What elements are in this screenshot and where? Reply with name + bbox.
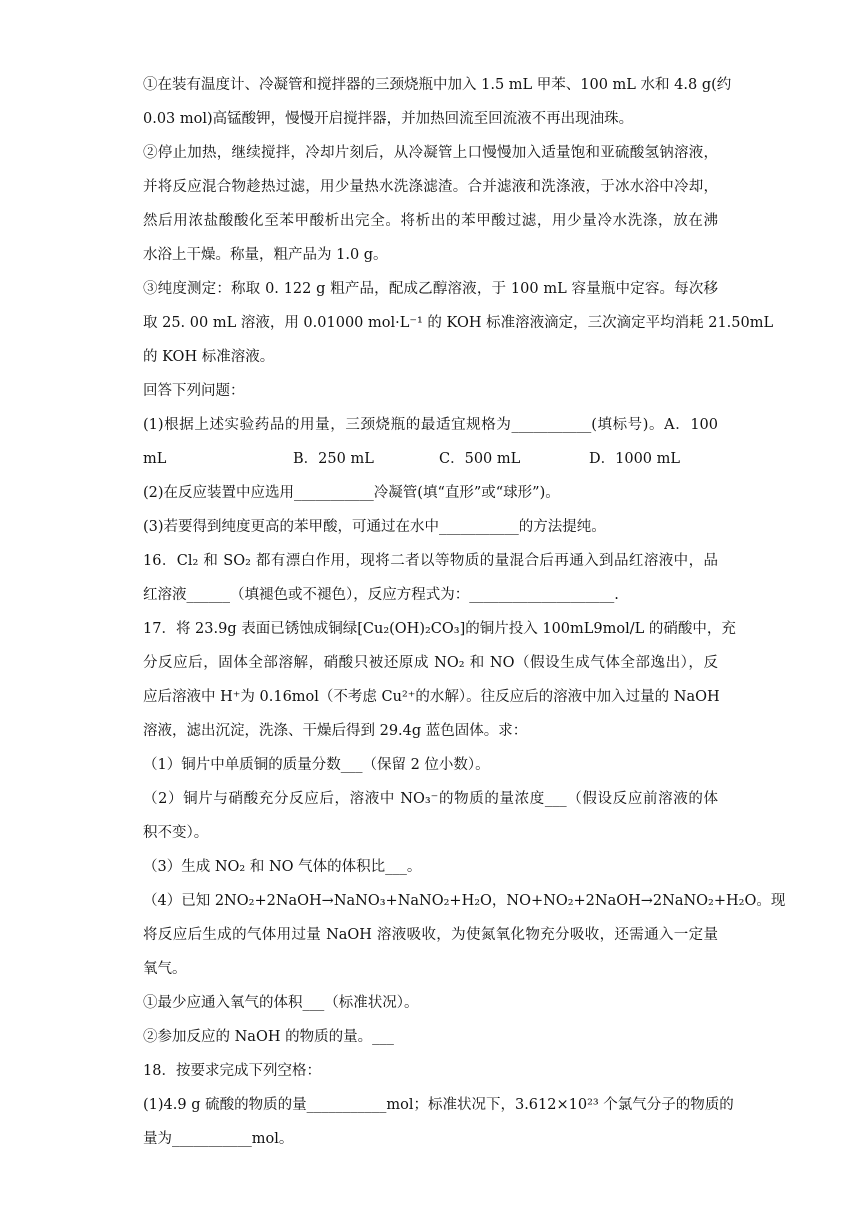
sub-question-line: （4）已知 2NO₂+2NaOH→NaNO₃+NaNO₂+H₂O，NO+NO₂+2NaOH→2NaNO₂+H₂O。现 [143,893,786,909]
sub-question-line: （2）铜片与硝酸充分反应后，溶液中 NO₃⁻的物质的量浓度___（假设反应前溶液的体 [143,791,718,807]
question-18-line: 18．按要求完成下列空格： [143,1063,321,1079]
option-c: C．500 mL [439,451,521,467]
sub-question-line: （3）生成 NO₂ 和 NO 气体的体积比___。 [143,859,422,875]
question-2-line: (2)在反应装置中应选用___________冷凝管(填“直形”或“球形”)。 [143,485,560,501]
text-line: 然后用浓盐酸酸化至苯甲酸析出完全。将析出的苯甲酸过滤，用少量冷水洗涤，放在沸 [143,213,718,229]
text-line: 溶液，滤出沉淀，洗涤、干燥后得到 29.4g 蓝色固体。求： [143,723,528,739]
option-b: B．250 mL [293,451,374,467]
answer-options [143,442,718,476]
text-line: ②停止加热，继续搅拌，冷却片刻后，从冷凝管上口慢慢加入适量饱和亚硫酸氢钠溶液， [143,145,718,161]
question-16-line: 16．Cl₂ 和 SO₂ 都有漂白作用，现将二者以等物质的量混合后再通入到品红溶液中，品 [143,553,718,569]
text-line: ①最少应通入氧气的体积___（标准状况）。 [143,995,419,1011]
text-line: ③纯度测定：称取 0. 122 g 粗产品，配成乙醇溶液，于 100 mL 容量瓶中定容。每次移 [143,281,718,297]
text-line: 并将反应混合物趁热过滤，用少量热水洗涤滤渣。合并滤液和洗涤液，于冰水浴中冷却， [143,179,718,195]
text-line: ①在装有温度计、冷凝管和搅拌器的三颈烧瓶中加入 1.5 mL 甲苯、100 mL 水和 4.8 g(约 [143,77,732,93]
text-line: 水浴上干燥。称量，粗产品为 1.0 g。 [143,247,388,263]
text-line: 0.03 mol)高锰酸钾，慢慢开启搅拌器，并加热回流至回流液不再出现油珠。 [143,111,634,127]
text-line: 应后溶液中 H⁺为 0.16mol（不考虑 Cu²⁺的水解）。往反应后的溶液中加入过量的 NaOH [143,689,720,705]
text-line: 氧气。 [143,961,187,977]
option-a-unit: mL [143,451,167,467]
text-line: 回答下列问题： [143,383,245,399]
text-line: 量为___________mol。 [143,1131,294,1147]
text-line: 积不变）。 [143,825,209,841]
sub-question-line: （1）铜片中单质铜的质量分数___（保留 2 位小数）。 [143,757,490,773]
text-line: (1)4.9 g 硫酸的物质的量___________mol；标准状况下，3.612×10²³ 个氯气分子的物质的 [143,1097,734,1113]
question-1-line: (1)根据上述实验药品的用量，三颈烧瓶的最适宜规格为___________(填标号)。A．100 [143,417,718,433]
text-line: 取 25. 00 mL 溶液，用 0.01000 mol·L⁻¹ 的 KOH 标准溶液滴定，三次滴定平均消耗 21.50mL [143,315,774,331]
text-line: ②参加反应的 NaOH 的物质的量。___ [143,1029,394,1045]
option-d: D．1000 mL [589,451,681,467]
document-page [143,68,786,1156]
question-17-line: 17．将 23.9g 表面已锈蚀成铜绿[Cu₂(OH)₂CO₃]的铜片投入 100mL9mol/L 的硝酸中，充 [143,621,736,637]
text-line: 分反应后，固体全部溶解，硝酸只被还原成 NO₂ 和 NO（假设生成气体全部逸出），反 [143,655,718,671]
text-line: 的 KOH 标准溶液。 [143,349,275,365]
text-line: 红溶液______（填褪色或不褪色），反应方程式为：____________________. [143,587,619,603]
text-line: 将反应后生成的气体用过量 NaOH 溶液吸收，为使氮氧化物充分吸收，还需通入一定量 [143,927,718,943]
question-3-line: (3)若要得到纯度更高的苯甲酸，可通过在水中___________的方法提纯。 [143,519,606,535]
